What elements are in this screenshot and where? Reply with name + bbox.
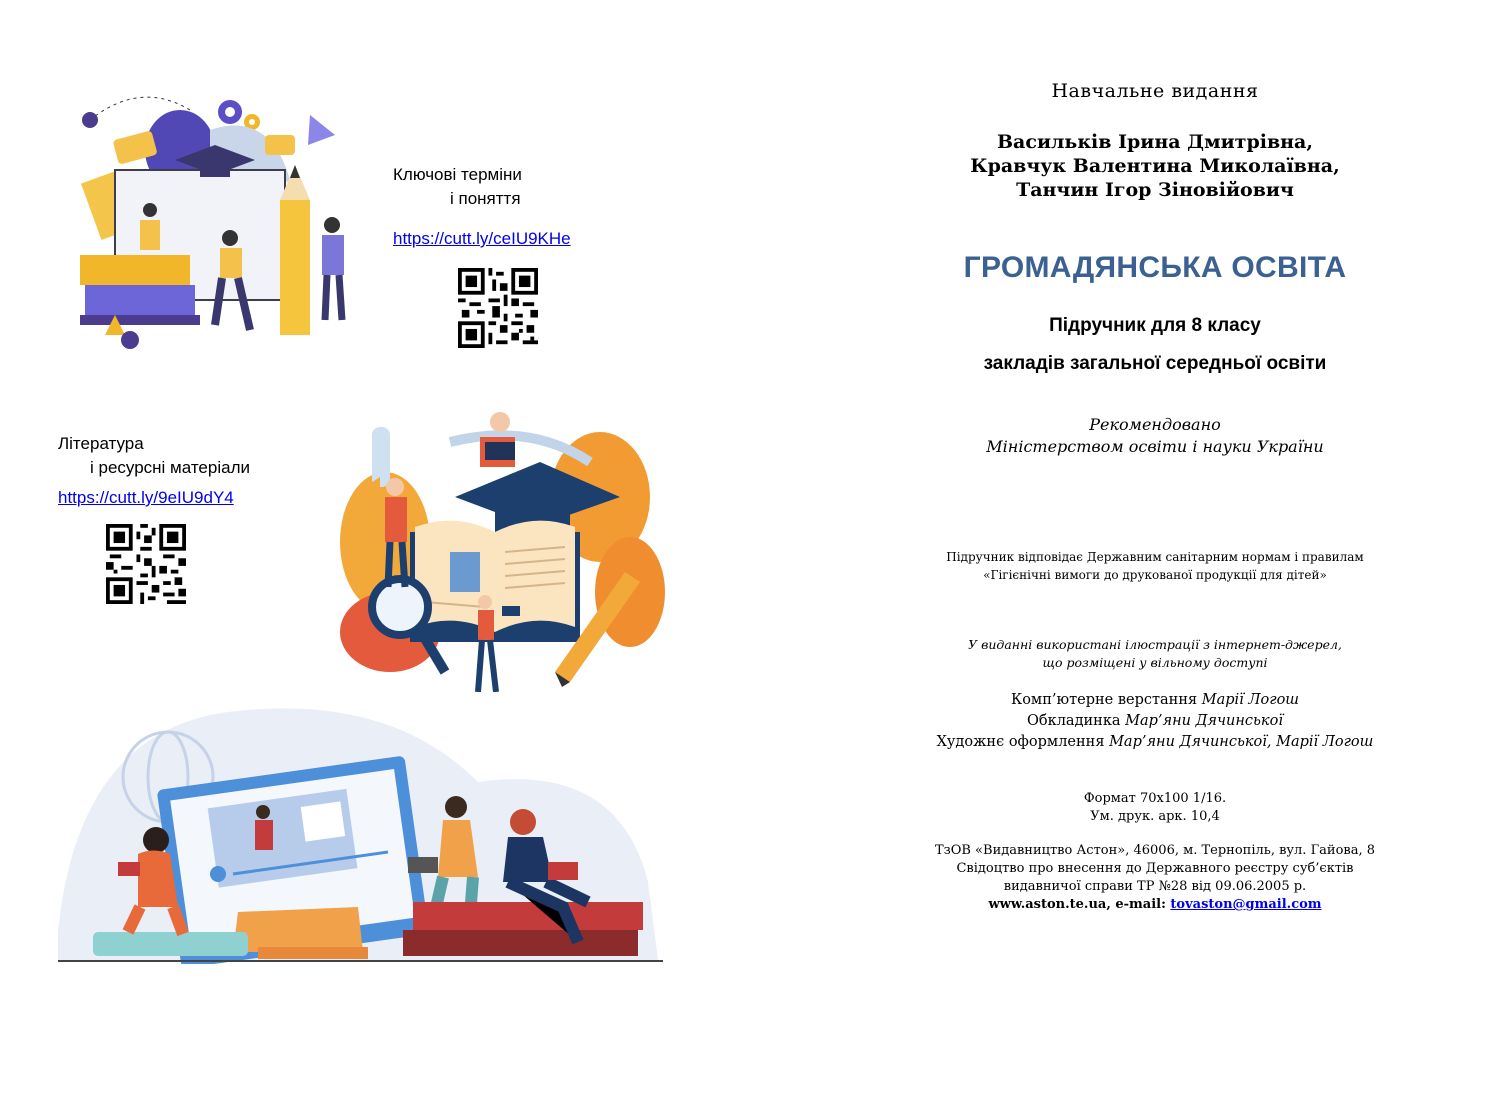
publisher-line2: Свідоцтво про внесення до Державного реєстру суб’єктів bbox=[956, 861, 1354, 876]
literature-link[interactable]: https://cutt.ly/9eIU9dY4 bbox=[58, 488, 234, 507]
author-1: Васильків Ірина Дмитрівна, bbox=[997, 131, 1313, 153]
literature-line1: Література bbox=[58, 434, 144, 453]
publisher-block bbox=[905, 842, 1405, 914]
recommended-line2: Міністерством освіти і науки України bbox=[986, 437, 1324, 456]
publisher-contacts: www.aston.te.ua, e-mail: tovaston@gmail.com bbox=[988, 897, 1322, 912]
key-terms-line2: і поняття bbox=[450, 189, 521, 208]
qr-code-literature bbox=[106, 524, 186, 604]
publisher-line1: ТзОВ «Видавництво Астон», 46006, м. Тернопіль, вул. Гайова, 8 bbox=[934, 843, 1376, 858]
credit-cover: Обкладинка Мар’яни Дячинської bbox=[1027, 713, 1283, 729]
authors-block bbox=[905, 130, 1405, 202]
credit-layout: Комп’ютерне верстання Марії Логош bbox=[1010, 692, 1300, 708]
illustrations-note bbox=[905, 636, 1405, 672]
key-terms-label bbox=[393, 163, 522, 211]
format-block bbox=[905, 790, 1405, 826]
author-2: Кравчук Валентина Миколаївна, bbox=[970, 155, 1340, 177]
key-terms-link[interactable]: https://cutt.ly/ceIU9KHe bbox=[393, 229, 571, 248]
credits-block bbox=[905, 690, 1405, 753]
author-3: Танчин Ігор Зіновійович bbox=[1016, 179, 1294, 201]
literature-label bbox=[58, 432, 250, 480]
online-learning-illustration bbox=[58, 702, 663, 964]
edition-type: Навчальне видання bbox=[1051, 80, 1259, 102]
literature-line2: і ресурсні матеріали bbox=[90, 458, 250, 477]
recommended-line1: Рекомендовано bbox=[1089, 415, 1221, 434]
illustrations-line2: що розміщені у вільному доступі bbox=[1042, 655, 1268, 670]
subtitle-line1: Підручник для 8 класу bbox=[1049, 315, 1261, 336]
credit-art: Художнє оформлення Мар’яни Дячинської, Марії Логош bbox=[936, 734, 1374, 750]
format-line2: Ум. друк. арк. 10,4 bbox=[1090, 809, 1220, 824]
publisher-email-link[interactable]: tovaston@gmail.com bbox=[1170, 897, 1322, 912]
format-line1: Формат 70х100 1/16. bbox=[1083, 791, 1227, 806]
books-graduation-illustration bbox=[330, 402, 665, 692]
key-terms-line1: Ключові терміни bbox=[393, 165, 522, 184]
subtitle-line2: закладів загальної середньої освіти bbox=[983, 353, 1327, 374]
qr-code-key-terms bbox=[458, 268, 538, 348]
sanitary-note bbox=[905, 548, 1405, 584]
sanitary-line1: Підручник відповідає Державним санітарним нормам і правилам bbox=[946, 550, 1364, 564]
illustrations-line1: У виданні використані ілюстрації з інтернет-джерел, bbox=[968, 637, 1342, 652]
book-title: ГРОМАДЯНСЬКА ОСВІТА bbox=[963, 251, 1347, 284]
publisher-line3: видавничої справи ТР №28 від 09.06.2005 р. bbox=[1003, 879, 1307, 894]
sanitary-line2: «Гігієнічні вимоги до друкованої продукції для дітей» bbox=[983, 568, 1327, 582]
education-illustration bbox=[60, 90, 360, 355]
recommendation bbox=[905, 414, 1405, 458]
